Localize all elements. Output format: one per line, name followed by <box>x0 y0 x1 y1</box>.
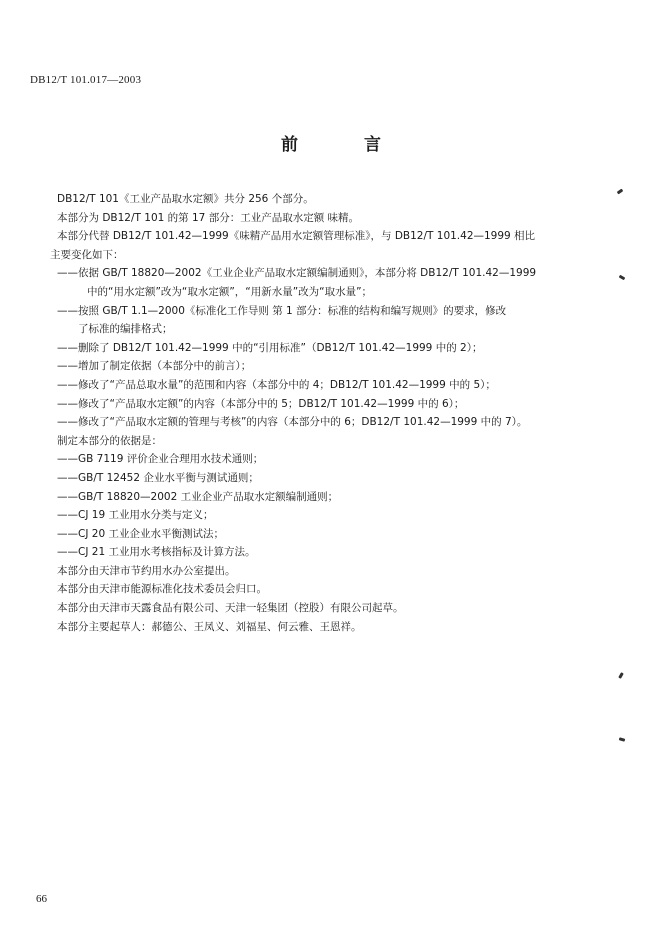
page-title: 前 言 <box>281 135 411 155</box>
document-code-header: DB12/T 101.017—2003 <box>30 74 142 86</box>
paragraph-line: 主要变化如下： <box>50 248 124 261</box>
paragraph-line: DB12/T 101《工业产品取水定额》共分 256 个部分。 <box>57 193 314 205</box>
change-item: ——修改了“产品总取水量”的范围和内容（本部分中的 4；DB12/T 101.42—1999 中的 5）； <box>57 378 496 391</box>
foreword-body <box>50 190 615 636</box>
change-item: ——修改了“产品取水定额”的内容（本部分中的 5；DB12/T 101.42—1999 中的 6）； <box>57 397 465 410</box>
change-item-continuation: 了标准的编排格式； <box>78 323 173 336</box>
paragraph-line: 制定本部分的依据是： <box>57 434 162 447</box>
scan-speck <box>619 275 626 281</box>
scan-speck <box>619 737 626 741</box>
change-item: ——删除了 DB12/T 101.42—1999 中的“引用标准”（DB12/T 101.42—1999 中的 2）； <box>57 341 483 354</box>
basis-item: ——GB 7119 评价企业合理用水技术通则； <box>57 453 264 466</box>
scan-speck <box>618 672 624 679</box>
change-item: ——依据 GB/T 18820—2002《工业企业产品取水定额编制通则》，本部分将 DB12/T 101.42—1999 <box>57 267 537 280</box>
paragraph-line: 本部分主要起草人：郝德公、王凤义、刘福星、何云雅、王恩祥。 <box>57 620 362 633</box>
change-item: ——按照 GB/T 1.1—2000《标准化工作导则 第 1 部分：标准的结构和编写规则》的要求，修改 <box>57 304 507 317</box>
paragraph-line: 本部分由天津市能源标准化技术委员会归口。 <box>57 583 267 596</box>
page-number: 66 <box>36 893 47 905</box>
paragraph-line: 本部分由天津市节约用水办公室提出。 <box>57 564 236 577</box>
change-item: ——增加了制定依据（本部分中的前言）； <box>57 360 252 373</box>
basis-item: ——CJ 19 工业用水分类与定义； <box>57 509 214 522</box>
basis-item: ——CJ 21 工业用水考核指标及计算方法。 <box>57 546 256 559</box>
paragraph-line: 本部分代替 DB12/T 101.42—1999《味精产品用水定额管理标准》，与 DB12/T 101.42—1999 相比 <box>57 230 536 243</box>
basis-item: ——GB/T 12452 企业水平衡与测试通则； <box>57 471 259 484</box>
scan-speck <box>617 189 624 195</box>
basis-item: ——GB/T 18820—2002 工业企业产品取水定额编制通则； <box>57 490 339 503</box>
paragraph-line: 本部分为 DB12/T 101 的第 17 部分：工业产品取水定额 味精。 <box>57 211 360 224</box>
change-item: ——修改了“产品取水定额的管理与考核”的内容（本部分中的 6；DB12/T 101.42—1999 中的 7）。 <box>57 416 528 429</box>
change-item-continuation: 中的“用水定额”改为“取水定额”，“用新水量”改为“取水量”； <box>87 285 373 298</box>
paragraph-line: 本部分由天津市天露食品有限公司、天津一轻集团（控股）有限公司起草。 <box>57 602 404 615</box>
basis-item: ——CJ 20 工业企业水平衡测试法； <box>57 527 224 540</box>
